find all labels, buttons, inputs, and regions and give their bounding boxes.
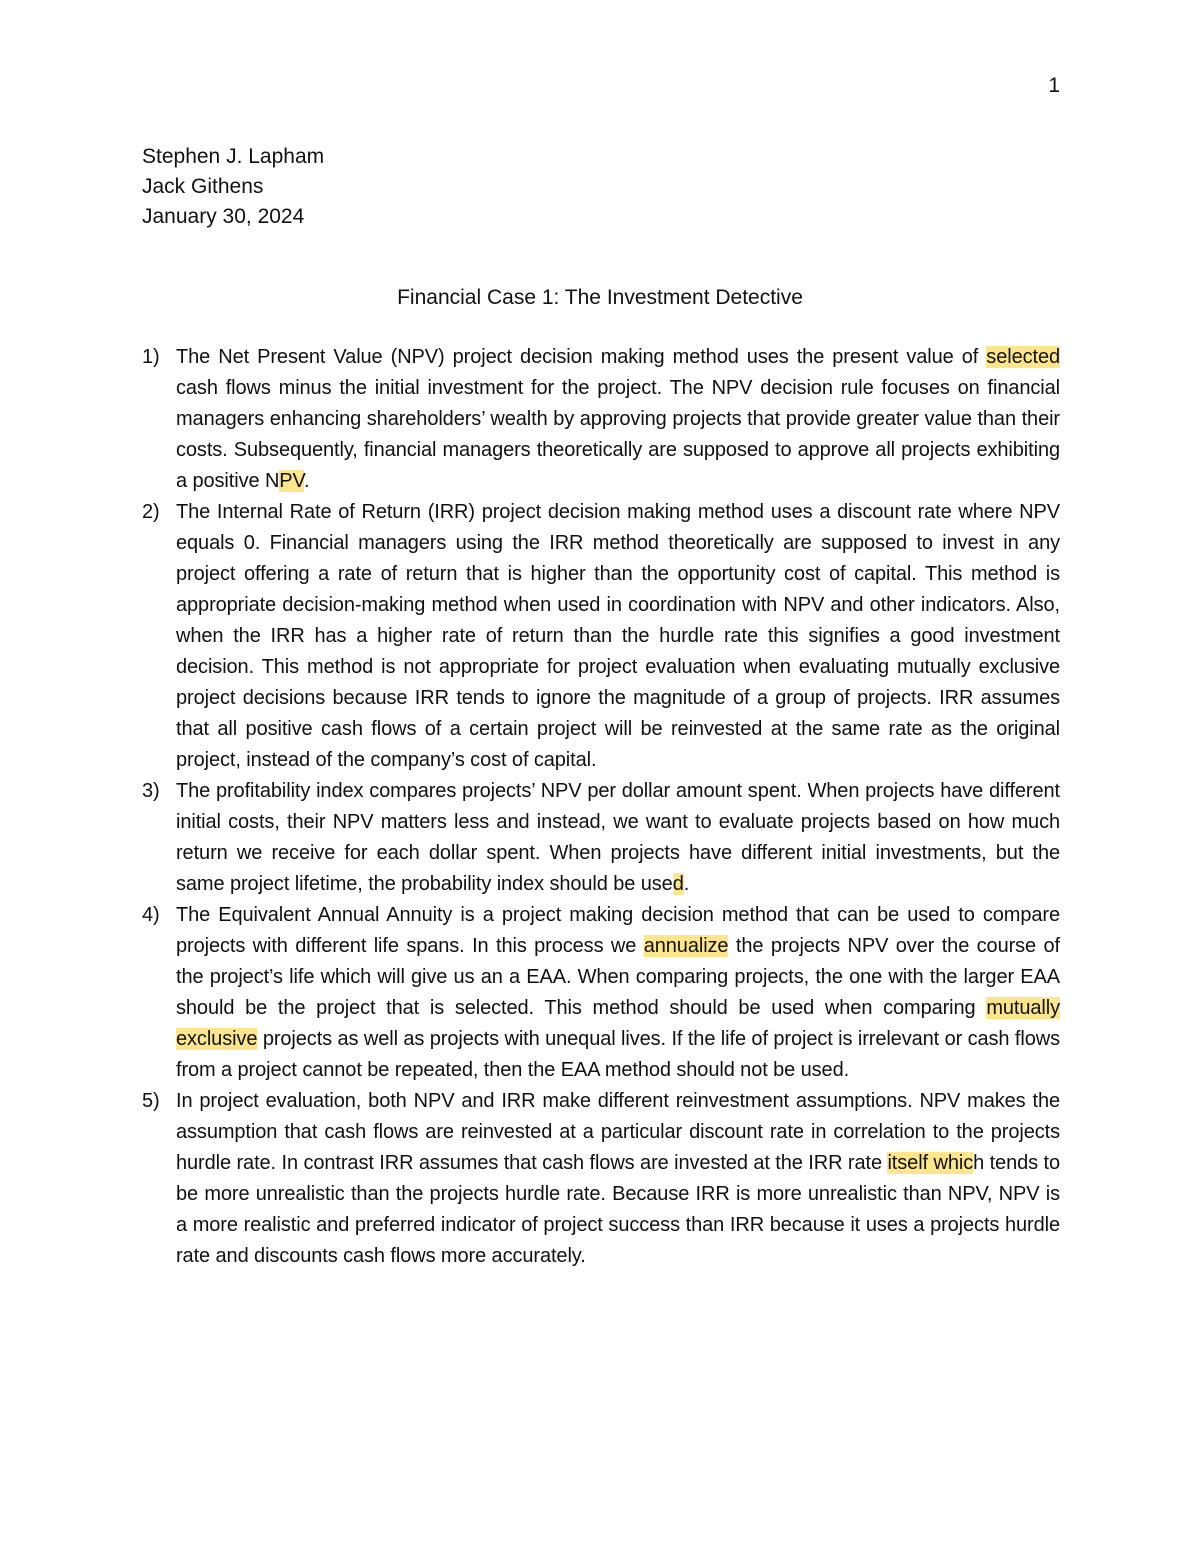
list-item [142, 900, 1060, 1086]
paragraph-text: cash flows minus the initial investment for the project. The NPV decision rule focuses on financial managers enhancing shareholders’ wealth by approving projects that provide greater value than their costs. Subsequently, financial managers theoretically are supposed to approve all projects exhibiting a positive N [176, 377, 1060, 492]
list-item-number: 1) [142, 346, 160, 368]
paragraph-text: The profitability index compares projects’ NPV per dollar amount spent. When projects have different initial costs, their NPV matters less and instead, we want to evaluate projects based on how much return we receive for each dollar spent. When projects have different initial investments, but the same project lifetime, the probability index should be use [176, 780, 1060, 895]
paragraph-text: . [303, 470, 310, 492]
author-name-1: Stephen J. Lapham [142, 145, 325, 168]
page-number: 1 [1048, 74, 1060, 97]
document-title: Financial Case 1: The Investment Detective [397, 286, 803, 309]
paragraph-text: The Net Present Value (NPV) project decision making method uses the present value of [176, 346, 987, 368]
list-item-number: 3) [142, 780, 160, 802]
paragraph-text: the projects NPV over the course of the project’s life which will give us an a EAA. When comparing projects, the one with the larger EAA should be the project that is selected. This method should be used when comparing [176, 935, 1061, 1019]
paragraph-text: . [683, 873, 690, 895]
list-item [142, 342, 1060, 497]
paragraph-text: The Internal Rate of Return (IRR) project decision making method uses a discount rate where NPV equals 0. Financial managers using the IRR method theoretically are supposed to invest in any project offering a rate of return that is higher than the opportunity cost of capital. This method is appropriate decision-making method when used in coordination with NPV and other indicators. Also, when the IRR has a higher rate of return than the hurdle rate this signifies a good investment decision. This method is not appropriate for project evaluation when evaluating mutually exclusive project decisions because IRR tends to ignore the magnitude of a group of projects. IRR assumes that all positive cash flows of a certain project will be reinvested at the same rate as the original project, instead of the company’s cost of capital. [176, 501, 1060, 771]
highlighted-text: mutually exclusive [176, 997, 1060, 1050]
author-name-2: Jack Githens [142, 175, 264, 198]
document-header [142, 142, 324, 232]
document-date: January 30, 2024 [142, 205, 305, 228]
list-item-number: 2) [142, 501, 160, 523]
paragraph-text: In project evaluation, both NPV and IRR make different reinvestment assumptions. NPV makes the assumption that cash flows are reinvested at a particular discount rate in correlation to the projects hurdle rate. In contrast IRR assumes that cash flows are invested at the IRR rate [176, 1090, 1060, 1174]
list-item [142, 776, 1060, 900]
highlighted-text: annualize [643, 935, 729, 957]
paragraph-text: h tends to be more unrealistic than the projects hurdle rate. Because IRR is more unrealistic than NPV, NPV is a more realistic and preferred indicator of project success than IRR because it uses a projects hurdle rate and discounts cash flows more accurately. [176, 1152, 1060, 1267]
answer-list [142, 342, 1060, 1272]
paragraph-text: projects as well as projects with unequal lives. If the life of project is irrelevant or cash flows from a project cannot be repeated, then the EAA method should not be used. [176, 1028, 1060, 1081]
paragraph-text: The Equivalent Annual Annuity is a project making decision method that can be used to compare projects with different life spans. In this process we [176, 904, 1060, 957]
highlighted-text: selected [986, 346, 1060, 368]
highlighted-text: d [672, 873, 684, 895]
list-item [142, 497, 1060, 776]
highlighted-text: itself whic [887, 1152, 974, 1174]
list-item [142, 1086, 1060, 1272]
list-item-number: 5) [142, 1090, 160, 1112]
highlighted-text: PV [279, 470, 304, 492]
list-item-number: 4) [142, 904, 160, 926]
